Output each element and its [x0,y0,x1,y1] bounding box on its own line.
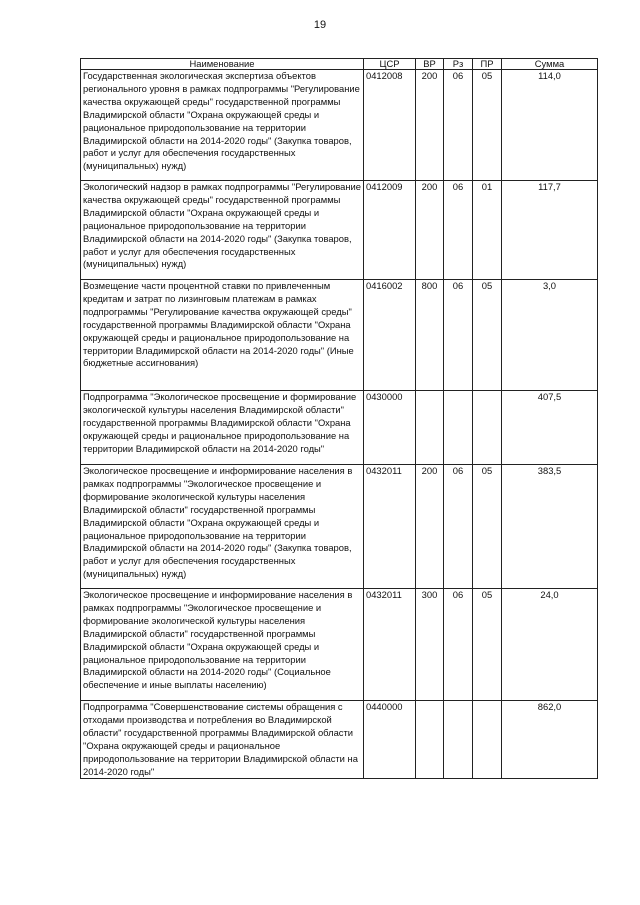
header-csr: ЦСР [364,59,416,70]
row-name: Экологическое просвещение и информирование населения в рамках подпрограммы "Экологическое просвещение и формирование экологической культуры населения Владимирской области" государственной программы Владимирской области "Охрана окружающей среды и рациональное природопользование на территории Владимирской области на 2014-2020 годы" (Закупка товаров, работ и услуг для обеспечения государственных (муниципальных) нужд) [81,465,364,589]
header-sum: Сумма [502,59,598,70]
row-pr [473,391,502,465]
row-vr: 200 [416,181,444,280]
row-sum: 407,5 [502,391,598,465]
row-rz: 06 [444,589,473,701]
row-csr: 0440000 [364,701,416,779]
row-csr: 0412009 [364,181,416,280]
row-vr: 200 [416,70,444,181]
row-sum: 114,0 [502,70,598,181]
row-name: Экологический надзор в рамках подпрограммы "Регулирование качества окружающей среды" государственной программы Владимирской области "Охрана окружающей среды и рациональное природопользование на территории Владимирской области на 2014-2020 годы" (Закупка товаров, работ и услуг для обеспечения государственных (муниципальных) нужд) [81,181,364,280]
row-vr: 200 [416,465,444,589]
row-name: Возмещение части процентной ставки по привлеченным кредитам и затрат по лизинговым платежам в рамках подпрограммы "Регулирование качества окружающей среды" государственной программы Владимирской области "Охрана окружающей среды и рациональное природопользование на территории Владимирской области на 2014-2020 годы" (Иные бюджетные ассигнования) [81,280,364,391]
header-rz: Рз [444,59,473,70]
row-rz [444,701,473,779]
row-vr [416,701,444,779]
row-name: Государственная экологическая экспертиза объектов регионального уровня в рамках подпрограммы "Регулирование качества окружающей среды" государственной программы Владимирской области "Охрана окружающей среды и рациональное природопользование на территории Владимирской области на 2014-2020 годы" (Закупка товаров, работ и услуг для обеспечения государственных (муниципальных) нужд) [81,70,364,181]
row-csr: 0432011 [364,589,416,701]
table-row [81,701,598,779]
header-vr: ВР [416,59,444,70]
table-row [81,70,598,181]
table-row [81,589,598,701]
row-pr: 05 [473,465,502,589]
row-rz: 06 [444,70,473,181]
page-number: 19 [313,19,327,31]
table-row [81,181,598,280]
table-header-row [81,59,598,70]
header-name: Наименование [81,59,364,70]
row-rz: 06 [444,280,473,391]
budget-table [80,58,598,779]
row-sum: 117,7 [502,181,598,280]
row-rz [444,391,473,465]
table-row [81,391,598,465]
row-pr: 05 [473,70,502,181]
row-pr: 05 [473,589,502,701]
row-rz: 06 [444,181,473,280]
row-pr: 05 [473,280,502,391]
row-name: Экологическое просвещение и информирование населения в рамках подпрограммы "Экологическое просвещение и формирование экологической культуры населения Владимирской области" государственной программы Владимирской области "Охрана окружающей среды и рациональное природопользование на территории Владимирской области на 2014-2020 годы" (Социальное обеспечение и иные выплаты населению) [81,589,364,701]
row-vr: 300 [416,589,444,701]
row-pr [473,701,502,779]
row-sum: 3,0 [502,280,598,391]
row-name: Подпрограмма "Экологическое просвещение и формирование экологической культуры населения Владимирской области" государственной программы Владимирской области "Охрана окружающей среды и рациональное природопользование на территории Владимирской области на 2014-2020 годы" [81,391,364,465]
row-csr: 0430000 [364,391,416,465]
header-pr: ПР [473,59,502,70]
row-vr: 800 [416,280,444,391]
row-sum: 24,0 [502,589,598,701]
row-csr: 0416002 [364,280,416,391]
table-row [81,280,598,391]
row-pr: 01 [473,181,502,280]
row-rz: 06 [444,465,473,589]
row-name: Подпрограмма "Совершенствование системы обращения с отходами производства и потребления во Владимирской области" государственной программы Владимирской области "Охрана окружающей среды и рациональное природопользование на территории Владимирской области на 2014-2020 годы" [81,701,364,779]
row-sum: 862,0 [502,701,598,779]
row-vr [416,391,444,465]
table-row [81,465,598,589]
row-sum: 383,5 [502,465,598,589]
row-csr: 0432011 [364,465,416,589]
row-csr: 0412008 [364,70,416,181]
